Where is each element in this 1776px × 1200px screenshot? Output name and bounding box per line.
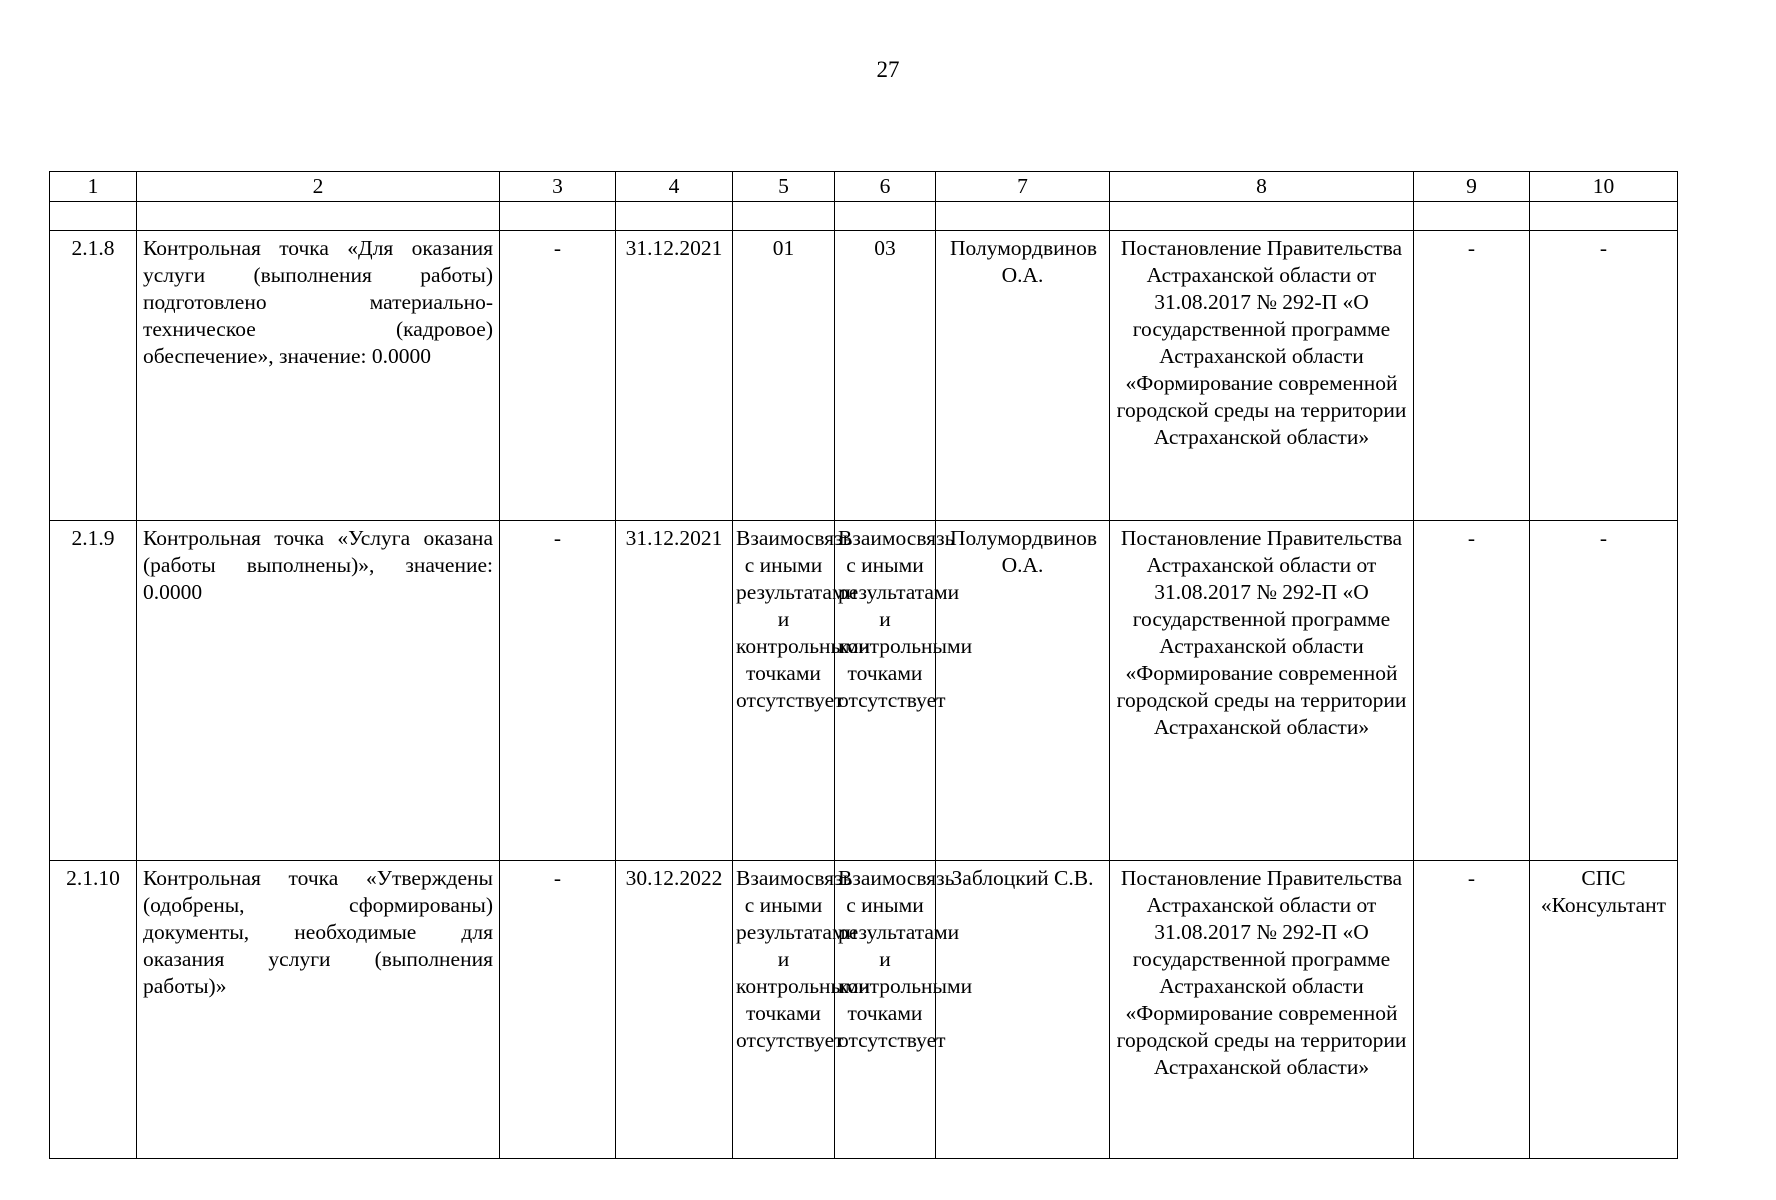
row-col6: Взаимосвязь с иными результатами и контрольными точками отсутствует [835,861,936,1159]
empty-cell [1110,202,1414,231]
empty-cell [1414,202,1530,231]
empty-cell [733,202,835,231]
row-number: 2.1.9 [50,521,137,861]
control-points-table [49,171,1678,1159]
table-row [50,861,1678,1159]
column-number-header-row [50,172,1678,202]
row-col10: - [1530,521,1678,861]
row-description: Контрольная точка «Утверждены (одобрены, сформированы) документы, необходимые для оказания услуги (выполнения работы)» [137,861,500,1159]
row-basis: Постановление Правительства Астраханской области от 31.08.2017 № 292-П «О государственной программе Астраханской области «Формирование современной городской среды на территории Астраханской области» [1110,861,1414,1159]
row-col9: - [1414,231,1530,521]
row-col9: - [1414,861,1530,1159]
empty-cell [500,202,616,231]
empty-cell [936,202,1110,231]
row-description: Контрольная точка «Услуга оказана (работы выполнены)», значение: 0.0000 [137,521,500,861]
row-number: 2.1.10 [50,861,137,1159]
column-number: 1 [50,172,137,202]
row-date: 31.12.2021 [616,231,733,521]
row-number: 2.1.8 [50,231,137,521]
row-col3: - [500,861,616,1159]
row-col5: 01 [733,231,835,521]
empty-cell [616,202,733,231]
empty-row [50,202,1678,231]
column-number: 8 [1110,172,1414,202]
empty-cell [835,202,936,231]
row-responsible: Заблоцкий С.В. [936,861,1110,1159]
row-basis: Постановление Правительства Астраханской области от 31.08.2017 № 292-П «О государственной программе Астраханской области «Формирование современной городской среды на территории Астраханской области» [1110,521,1414,861]
empty-cell [50,202,137,231]
row-col9: - [1414,521,1530,861]
row-basis: Постановление Правительства Астраханской области от 31.08.2017 № 292-П «О государственной программе Астраханской области «Формирование современной городской среды на территории Астраханской области» [1110,231,1414,521]
table-row [50,521,1678,861]
empty-cell [137,202,500,231]
row-description: Контрольная точка «Для оказания услуги (выполнения работы) подготовлено материально-техническое (кадровое) обеспечение», значение: 0.0000 [137,231,500,521]
table-row [50,231,1678,521]
row-col5: Взаимосвязь с иными результатами и контрольными точками отсутствует [733,861,835,1159]
row-col6: 03 [835,231,936,521]
row-col3: - [500,521,616,861]
empty-cell [1530,202,1678,231]
column-number: 3 [500,172,616,202]
column-number: 9 [1414,172,1530,202]
row-date: 30.12.2022 [616,861,733,1159]
column-number: 2 [137,172,500,202]
row-responsible: Полумордвинов О.А. [936,231,1110,521]
column-number: 7 [936,172,1110,202]
row-responsible: Полумордвинов О.А. [936,521,1110,861]
column-number: 4 [616,172,733,202]
column-number: 10 [1530,172,1678,202]
row-col3: - [500,231,616,521]
row-col6: Взаимосвязь с иными результатами и контрольными точками отсутствует [835,521,936,861]
row-col10: СПС «Консультант [1530,861,1678,1159]
page-number: 27 [876,57,900,82]
row-col5: Взаимосвязь с иными результатами и контрольными точками отсутствует [733,521,835,861]
column-number: 6 [835,172,936,202]
row-date: 31.12.2021 [616,521,733,861]
row-col10: - [1530,231,1678,521]
column-number: 5 [733,172,835,202]
